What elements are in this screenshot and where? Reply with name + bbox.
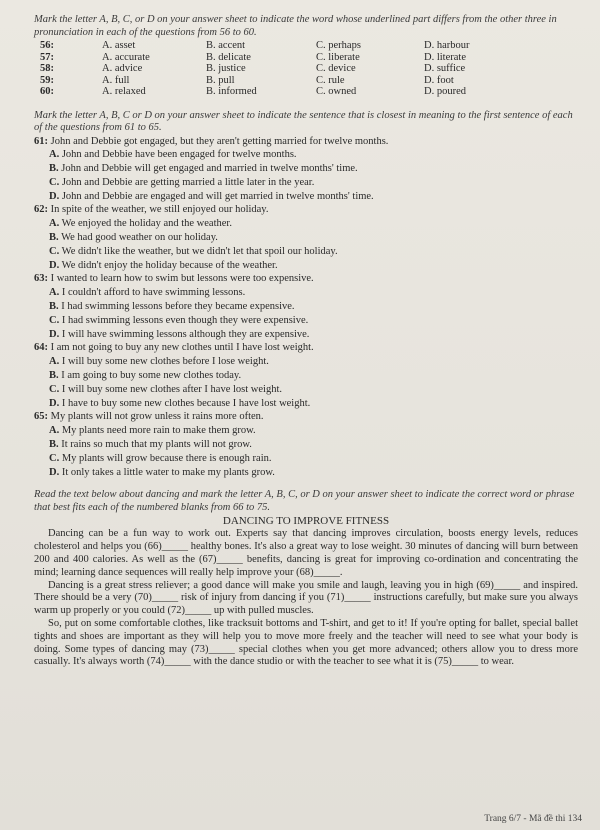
answer-option	[49, 369, 578, 383]
answer-option	[49, 424, 578, 438]
option-b: B. accent	[206, 40, 246, 51]
question-text: I wanted to learn how to swim but lessons were too expensive.	[50, 273, 314, 285]
option-letter: D.	[49, 328, 60, 340]
question-number: 56:	[40, 40, 54, 51]
pronunciation-instruction: Mark the letter A, B, C, or D on your answer sheet to indicate the word whose underlined part differs from the other three in pronunciation in each of the questions from 56 to 60.	[34, 14, 557, 38]
answer-option	[49, 286, 578, 300]
pronunciation-grid	[40, 40, 578, 98]
option-text: My plants need more rain to make them grow.	[61, 425, 256, 437]
answer-option	[49, 355, 578, 369]
option-d: D. foot	[424, 74, 454, 86]
question-number: 65:	[34, 411, 48, 423]
option-letter: C.	[49, 383, 60, 395]
option-text: We had good weather on our holiday.	[61, 232, 218, 244]
option-text: John and Debbie will get engaged and married in twelve months' time.	[61, 163, 358, 175]
option-letter: C.	[49, 314, 60, 326]
question-number: 59:	[40, 74, 54, 86]
question-stem	[34, 135, 578, 149]
option-letter: D.	[49, 397, 60, 409]
passage-paragraph: So, put on some comfortable clothes, like tracksuit bottoms and T-shirt, and get to it! If you're opting for ballet, special ballet tights and shoes are important as they will help you to move more freely and the teacher will need to see what your body is doing. Some types of dancing may (73)_____ special clothes when you get more advanced; others allow you to dress more casually. It's always worth (74)_____ with the dance studio or with the teacher to see what it is (75)_____ to wear.	[34, 618, 578, 668]
answer-option	[49, 383, 578, 397]
question-stem	[34, 272, 578, 286]
option-a: A. asset	[102, 40, 136, 51]
option-letter: D.	[49, 190, 60, 202]
answer-option	[49, 148, 578, 162]
option-text: I will have swimming lessons although they are expensive.	[61, 328, 310, 340]
answer-option	[49, 259, 578, 273]
option-text: We didn't enjoy the holiday because of the weather.	[61, 259, 278, 271]
option-c: C. perhaps	[316, 40, 361, 51]
answer-option	[49, 300, 578, 314]
passage-title: DANCING TO IMPROVE FITNESS	[222, 515, 390, 528]
answer-option	[49, 314, 578, 328]
option-d: D. poured	[424, 86, 466, 97]
option-letter: B.	[49, 232, 59, 244]
question-text: My plants will not grow unless it rains more often.	[50, 411, 264, 423]
option-text: John and Debbie have been engaged for twelve months.	[61, 149, 297, 161]
option-text: John and Debbie are getting married a little later in the year.	[61, 176, 315, 188]
answer-option	[49, 190, 578, 204]
option-letter: A.	[49, 287, 60, 299]
option-text: I will buy some new clothes before I lose weight.	[61, 356, 269, 368]
option-letter: B.	[49, 301, 59, 313]
question-number: 57:	[40, 51, 54, 63]
option-letter: A.	[49, 425, 60, 437]
question-list	[34, 135, 578, 480]
option-a: A. relaxed	[102, 86, 146, 97]
question-text: In spite of the weather, we still enjoyed our holiday.	[50, 204, 269, 216]
option-letter: D.	[49, 259, 60, 271]
question-number: 63:	[34, 273, 48, 285]
option-text: I am going to buy some new clothes today.	[61, 370, 242, 382]
option-c: C. owned	[316, 86, 357, 97]
option-letter: B.	[49, 370, 59, 382]
question-number: 60:	[40, 86, 54, 97]
option-text: We didn't like the weather, but we didn't let that spoil our holiday.	[61, 245, 338, 257]
option-text: I had swimming lessons even though they were expensive.	[61, 314, 309, 326]
option-text: John and Debbie are engaged and will get married in twelve months' time.	[61, 190, 374, 202]
option-c: C. liberate	[316, 51, 360, 63]
answer-option	[49, 231, 578, 245]
option-letter: C.	[49, 176, 60, 188]
option-a: A. advice	[102, 63, 143, 74]
option-c: C. device	[316, 63, 356, 74]
option-d: D. literate	[424, 51, 466, 63]
passage-paragraph: Dancing can be a fun way to work out. Experts say that dancing improves circulation, boosts energy levels, reduces cholesterol and helps you (66)_____ healthy bones. It's also a great way to lose weight. 30 minutes of dancing will burn between 200 and 400 calories. As well as the (67)_____ benefits, dancing is great for improving co-ordination and concentrating the mind; learning dance sequences will really help improve your (68)_____.	[34, 528, 578, 578]
answer-option	[49, 217, 578, 231]
answer-option	[49, 162, 578, 176]
option-letter: A.	[49, 149, 60, 161]
question-stem	[34, 203, 578, 217]
option-c: C. rule	[316, 74, 345, 86]
option-text: I couldn't afford to have swimming lessons.	[61, 287, 246, 299]
option-b: B. pull	[206, 74, 235, 86]
option-d: D. suffice	[424, 63, 466, 74]
question-stem	[34, 341, 578, 355]
option-text: I will buy some new clothes after I have lost weight.	[61, 383, 282, 395]
option-text: We enjoyed the holiday and the weather.	[61, 218, 232, 230]
option-b: B. delicate	[206, 51, 251, 63]
option-a: A. full	[102, 74, 130, 86]
option-letter: B.	[49, 439, 59, 451]
answer-option	[49, 452, 578, 466]
question-text: I am not going to buy any new clothes until I have lost weight.	[50, 342, 314, 354]
answer-option	[49, 466, 578, 480]
option-b: B. justice	[206, 63, 246, 74]
option-text: I have to buy some new clothes because I have lost weight.	[61, 397, 311, 409]
option-letter: A.	[49, 218, 60, 230]
option-text: My plants will grow because there is enough rain.	[61, 452, 272, 464]
option-letter: A.	[49, 356, 60, 368]
sentence-transformation-instruction: Mark the letter A, B, C or D on your answer sheet to indicate the sentence that is closest in meaning to the first sentence of each of the questions from 61 to 65.	[34, 109, 573, 133]
question-number: 61:	[34, 135, 48, 147]
option-text: It only takes a little water to make my plants grow.	[61, 466, 275, 478]
question-number: 58:	[40, 63, 54, 74]
question-text: John and Debbie got engaged, but they aren't getting married for twelve months.	[50, 135, 389, 147]
option-d: D. harbour	[424, 40, 470, 51]
answer-option	[49, 245, 578, 259]
question-number: 62:	[34, 204, 48, 216]
option-letter: D.	[49, 466, 60, 478]
question-number: 64:	[34, 342, 48, 354]
answer-option	[49, 328, 578, 342]
page-footer: Trang 6/7 - Mã đề thi 134	[484, 814, 582, 824]
answer-option	[49, 397, 578, 411]
question-stem	[34, 410, 578, 424]
option-text: It rains so much that my plants will not grow.	[61, 439, 252, 451]
reading-instruction: Read the text below about dancing and mark the letter A, B, C, or D on your answer sheet to indicate the correct word or phrase that best fits each of the numbered blanks from 66 to 75.	[34, 489, 575, 513]
option-text: I had swimming lessons before they became expensive.	[61, 301, 295, 313]
option-a: A. accurate	[102, 51, 150, 63]
answer-option	[49, 176, 578, 190]
option-letter: C.	[49, 452, 60, 464]
option-letter: C.	[49, 245, 60, 257]
answer-option	[49, 438, 578, 452]
option-b: B. informed	[206, 86, 257, 97]
option-letter: B.	[49, 163, 59, 175]
passage-paragraph: Dancing is a great stress reliever; a good dance will make you smile and laugh, leaving you in high (69)_____ and inspired. There should be a very (70)_____ risk of injury from dancing if you (71)_____ instructions carefully, but make sure you always warm up properly or you could (72)_____ up with pulled muscles.	[34, 579, 578, 617]
